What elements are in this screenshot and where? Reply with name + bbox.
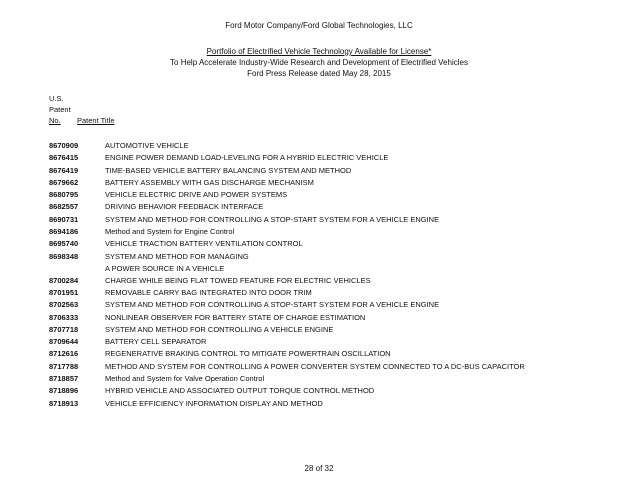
company-name: Ford Motor Company/Ford Global Technologies, LLC bbox=[225, 21, 413, 30]
portfolio-title: Portfolio of Electrified Vehicle Technology Available for License* bbox=[206, 47, 432, 56]
patent-number: 8676419 bbox=[49, 165, 79, 175]
patent-number: 8718913 bbox=[49, 398, 79, 408]
patent-title: Method and System for Valve Operation Control bbox=[105, 374, 265, 384]
table-row bbox=[49, 336, 609, 348]
patent-number: 8680795 bbox=[49, 190, 79, 200]
patent-number: 8694186 bbox=[49, 227, 79, 237]
document-subtitle: To Help Accelerate Industry-Wide Research and Development of Electrified Vehicles bbox=[170, 58, 468, 67]
table-row bbox=[49, 299, 609, 311]
patent-title: SYSTEM AND METHOD FOR CONTROLLING A VEHICLE ENGINE bbox=[105, 324, 334, 334]
patent-title: VEHICLE TRACTION BATTERY VENTILATION CONTROL bbox=[105, 239, 303, 249]
table-row bbox=[49, 324, 609, 336]
patent-table bbox=[49, 140, 609, 410]
patent-number: 8682557 bbox=[49, 202, 79, 212]
table-row bbox=[49, 263, 609, 287]
patent-title: TIME-BASED VEHICLE BATTERY BALANCING SYSTEM AND METHOD bbox=[105, 165, 352, 175]
patent-number: 8709644 bbox=[49, 337, 79, 347]
page-number: 28 of 32 bbox=[304, 464, 334, 473]
table-row bbox=[49, 373, 609, 385]
column-headers bbox=[49, 93, 115, 126]
patent-number: 8695740 bbox=[49, 239, 79, 249]
table-row bbox=[49, 177, 609, 189]
patent-number: 8670909 bbox=[49, 141, 79, 150]
patent-number: 8679662 bbox=[49, 177, 79, 187]
table-row bbox=[49, 201, 609, 213]
table-row bbox=[49, 398, 609, 410]
column-header-patent: Patent bbox=[49, 105, 71, 114]
column-header-title: Patent Title bbox=[77, 116, 115, 125]
table-row bbox=[49, 238, 609, 250]
table-row bbox=[49, 152, 609, 164]
patent-number: 8700284 bbox=[49, 275, 79, 285]
patent-number: 8717788 bbox=[49, 361, 79, 371]
press-release-date: Ford Press Release dated May 28, 2015 bbox=[247, 69, 391, 78]
patent-title: SYSTEM AND METHOD FOR MANAGING bbox=[105, 251, 249, 261]
patent-title: REMOVABLE CARRY BAG INTEGRATED INTO DOOR TRIM bbox=[105, 287, 312, 297]
table-row bbox=[49, 361, 609, 373]
patent-number: 8718857 bbox=[49, 374, 79, 384]
patent-title: BATTERY CELL SEPARATOR bbox=[105, 337, 207, 347]
table-row bbox=[49, 165, 609, 177]
patent-number: 8676415 bbox=[49, 153, 79, 163]
table-row bbox=[49, 312, 609, 324]
patent-title: VEHICLE ELECTRIC DRIVE AND POWER SYSTEMS bbox=[105, 190, 288, 200]
patent-title bbox=[105, 263, 609, 287]
patent-title: NONLINEAR OBSERVER FOR BATTERY STATE OF CHARGE ESTIMATION bbox=[105, 312, 366, 322]
patent-title: SYSTEM AND METHOD FOR CONTROLLING A STOP-START SYSTEM FOR A VEHICLE ENGINE bbox=[105, 214, 440, 224]
patent-number: 8702563 bbox=[49, 300, 79, 310]
patent-title-continuation: A POWER SOURCE IN A VEHICLE bbox=[105, 263, 225, 273]
patent-title: DRIVING BEHAVIOR FEEDBACK INTERFACE bbox=[105, 202, 264, 212]
patent-title: REGENERATIVE BRAKING CONTROL TO MITIGATE POWERTRAIN OSCILLATION bbox=[105, 349, 391, 359]
table-row bbox=[49, 226, 609, 238]
patent-number: 8718896 bbox=[49, 386, 79, 396]
patent-number: 8712616 bbox=[49, 349, 79, 359]
patent-title: HYBRID VEHICLE AND ASSOCIATED OUTPUT TORQUE CONTROL METHOD bbox=[105, 386, 375, 396]
table-row bbox=[49, 251, 609, 263]
table-row bbox=[49, 287, 609, 299]
patent-title: VEHICLE EFFICIENCY INFORMATION DISPLAY AND METHOD bbox=[105, 398, 323, 408]
column-header-no: No. bbox=[49, 116, 61, 125]
patent-number: 8706333 bbox=[49, 312, 79, 322]
patent-title: AUTOMOTIVE VEHICLE bbox=[105, 141, 189, 150]
patent-title: BATTERY ASSEMBLY WITH GAS DISCHARGE MECHANISM bbox=[105, 177, 314, 187]
document-header bbox=[0, 20, 638, 79]
patent-title: Method and System for Engine Control bbox=[105, 227, 235, 237]
patent-title-main: CHARGE WHILE BEING FLAT TOWED FEATURE FOR ELECTRIC VEHICLES bbox=[105, 275, 371, 285]
patent-number: 8690731 bbox=[49, 214, 79, 224]
column-header-us: U.S. bbox=[49, 94, 64, 103]
patent-number: 8701951 bbox=[49, 287, 79, 297]
patent-number: 8707718 bbox=[49, 324, 79, 334]
patent-number: 8698348 bbox=[49, 251, 79, 261]
patent-title: METHOD AND SYSTEM FOR CONTROLLING A POWER CONVERTER SYSTEM CONNECTED TO A DC-BUS CAPACITOR bbox=[105, 361, 525, 371]
table-row bbox=[49, 214, 609, 226]
patent-title: SYSTEM AND METHOD FOR CONTROLLING A STOP-START SYSTEM FOR A VEHICLE ENGINE bbox=[105, 300, 440, 310]
table-row bbox=[49, 189, 609, 201]
table-row bbox=[49, 140, 609, 152]
patent-title: ENGINE POWER DEMAND LOAD-LEVELING FOR A HYBRID ELECTRIC VEHICLE bbox=[105, 153, 389, 163]
table-row bbox=[49, 385, 609, 397]
table-row bbox=[49, 348, 609, 360]
